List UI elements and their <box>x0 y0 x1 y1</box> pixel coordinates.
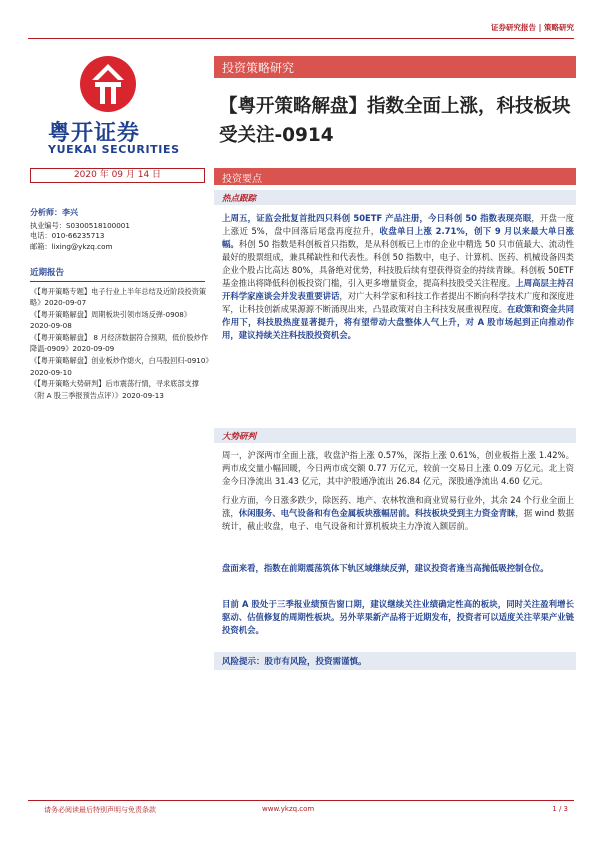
market-p4-text-a: 目前 A 股处于三季报业绩预告窗口期，建议继续关注业绩确定性高的板块，同时关注盈利增长驱动、估值修复的周期性板块。 <box>222 599 574 622</box>
risk-text: 风险提示：股市有风险，投资需谨慎。 <box>222 657 367 667</box>
hot-text-3: ，对广大科学家和科技工作者提出不断向科学技术广度和深度进军，让科技创新成果源源不断涌现出来，凸显政策对自主科技发展重视程度。 <box>222 291 575 314</box>
header-divider <box>28 38 574 39</box>
market-p2-bold: 休闲服务、电气设备和有色金属板块涨幅居前。科技板块受到主力资金青睐 <box>238 508 516 518</box>
risk-warning <box>214 652 576 670</box>
analyst-name: 分析师：李兴 <box>30 208 78 217</box>
section-investment-points: 投资要点 <box>214 168 576 185</box>
hot-text-2: 科创 50 指数是科创板首只指数，是从科创板已上市的企业中精选 50 只市值最大、流动性最好的股票组成，兼具稀缺性和代表性。科创 50 指数中，电子、计算机、医药、机械设备四类企业个股占比高达 80%，具备绝对优势，科技股后续有望获得资金的持续青睐。科创板 50ETF 基金推出将降低科创板投资门槛，引入更多增量资金，提高科技股受关注程度。 <box>222 239 574 288</box>
list-item[interactable]: 《【粤开策略解盘】 8 月经济数据符合预期，低价股炒作降温-0909》2020-09-09 <box>30 333 209 354</box>
footer-divider <box>28 800 574 801</box>
section-hot-tracking: 热点跟踪 <box>214 190 576 205</box>
page-title: 【粤开策略解盘】指数全面上涨，科技板块受关注-0914 <box>219 96 571 146</box>
recent-reports-divider <box>30 281 205 282</box>
recent-reports-list <box>30 286 210 401</box>
header-top-right: 证券研究报告 | 策略研究 <box>491 23 574 32</box>
market-paragraph-2 <box>222 494 574 533</box>
hot-text-1: ，开盘一度上涨近 5%，盘中回落后尾盘再度拉升， <box>222 213 575 236</box>
analyst-email[interactable]: 邮箱：lixing@ykzq.com <box>30 241 113 251</box>
recent-reports-title: 近期报告 <box>30 268 65 278</box>
analyst-phone: 电话：010-66235713 <box>30 231 105 240</box>
footer-disclaimer[interactable]: 请务必阅读最后特别声明与免责条款 <box>44 806 156 814</box>
brand-name-cn: 粤开证券 <box>48 121 141 146</box>
hot-bold-4: 在政策和资金共同作用下，科技股热度显著提升，将有望带动大盘整体人气上升，对 A 股市场起到正向推动作用，建议持续关注科技股投资机会。 <box>222 304 575 340</box>
brand-name-en: YUEKAI SECURITIES <box>48 143 180 156</box>
footer-website[interactable]: www.ykzq.com <box>262 805 315 813</box>
section-market-research: 大势研判 <box>214 428 576 443</box>
analyst-info <box>30 208 210 252</box>
market-p2-text-b: ，据 wind 数据统计，截止收盘，电子、电气设备和计算机板块主力净流入额居前。 <box>222 508 575 531</box>
hot-bold-2: 收盘单日上涨 2.71%，创下 9 月以来最大单日涨幅。 <box>222 226 574 249</box>
hot-bold-3: 上周高层主持召开科学家座谈会并发表重要讲话 <box>222 278 575 301</box>
list-item[interactable]: 《【粤开策略专题】电子行业上半年总结及近阶段投资策略》2020-09-07 <box>30 287 207 308</box>
list-item[interactable]: 《【粤开策略大势研判】后市震荡行情，寻求底部支撑（附 A 股三季报预告点评）》2020-09-13 <box>30 379 199 400</box>
hot-tracking-paragraph <box>222 212 574 342</box>
footer-page-number: 1 / 3 <box>552 805 568 813</box>
market-paragraph-3 <box>222 562 574 575</box>
list-item[interactable]: 《【粤开策略解盘】周期板块引领市场反弹-0908》2020-09-08 <box>30 310 192 331</box>
market-p2-text-a: 行业方面，今日涨多跌少，除医药、地产、农林牧渔和商业贸易行业外，其余 24 个行业全面上涨， <box>222 495 574 518</box>
market-p4-bold: 另外苹果新产品将于近期发布，投资者可以适度关注苹果产业链投资机会。 <box>222 612 575 635</box>
list-item[interactable]: 《【粤开策略解盘】创业板炒作熄火，白马股回归-0910》2020-09-10 <box>30 356 210 377</box>
market-paragraph-4 <box>222 598 574 637</box>
report-date: 2020 年 09 月 14 日 <box>30 168 205 183</box>
yuekai-logo-icon <box>78 54 138 114</box>
market-p3-bold: 盘面来看，指数在前期震荡筑体下轨区域继续反弹，建议投资者逢当高抛低吸控制仓位。 <box>222 563 549 573</box>
market-paragraph-1: 周一，沪深两市全面上涨，收盘沪指上涨 0.57%，深指上涨 0.61%，创业板指上涨 1.42%。两市成交量小幅回暖，今日两市成交额 0.77 万亿元，较前一交易日上涨 0.09 万亿元。北上资金今日净流出 31.43 亿元，其中沪股通净流出 26.84 亿元，深股通净流出 4.60 亿元。 <box>222 450 574 486</box>
category-bar: 投资策略研究 <box>214 56 576 78</box>
hot-bold-1: 上周五，证监会批复首批四只科创 50ETF 产品注册，今日科创 50 指数表现亮眼 <box>222 213 532 223</box>
analyst-license: 执业编号：S0300518100001 <box>30 220 130 230</box>
